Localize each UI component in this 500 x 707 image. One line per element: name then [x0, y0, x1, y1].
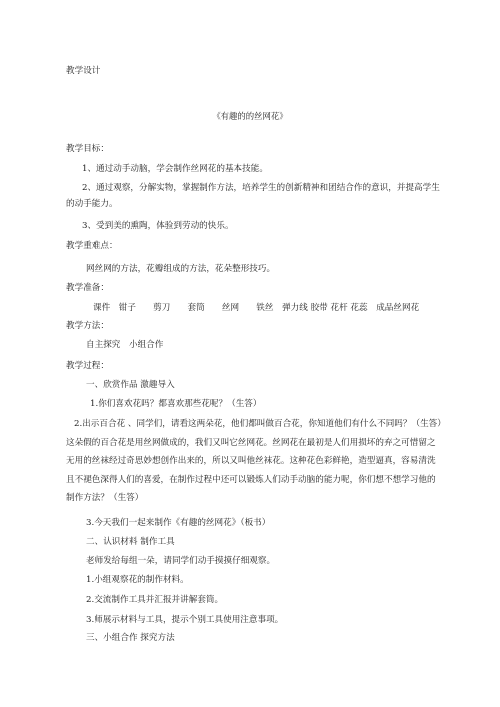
goal-2: 2、通过观察，分解实物，掌握制作方法，培养学生的创新精神和团结合作的意识，并提高学生的动手能力。: [66, 183, 440, 209]
section-2-heading: 二、认识材料 制作工具: [86, 537, 175, 547]
section-2-item-2: 2.交流制作工具并汇报并讲解套筒。: [86, 595, 224, 605]
doc-header: 教学设计: [66, 66, 101, 76]
section-3-heading: 三、小组合作 探究方法: [86, 633, 175, 643]
process-heading: 教学过程：: [66, 361, 109, 371]
section-1-item-3: 3.今天我们一起来制作《有趣的丝网花》（板书）: [86, 518, 271, 528]
goals-heading: 教学目标：: [66, 144, 109, 154]
key-points-heading: 教学重难点：: [66, 241, 118, 251]
section-1-item-1: 1.你们喜欢花吗？都喜欢那些花呢？（生答）: [90, 399, 262, 409]
doc-title: 《有趣的的丝网花》: [212, 111, 288, 121]
goal-3: 3、受到美的熏陶，体验到劳动的快乐。: [82, 221, 234, 231]
goal-1: 1、通过动手动脑，学会制作丝网花的基本技能。: [82, 164, 268, 174]
section-2-item-1: 1.小组观察花的制作材料。: [86, 575, 189, 585]
method-text: 自主探究 小组合作: [86, 340, 164, 350]
section-2-intro: 老师发给每组一朵，请同学们动手摸摸仔细观察。: [86, 556, 276, 566]
preparation-text: 课件 钳子 剪刀 套筒 丝网 铁丝 弹力线 胶带 花杆 花蕊 成品丝网花: [93, 303, 420, 313]
preparation-heading: 教学准备：: [66, 283, 109, 293]
section-2-item-3: 3.师展示材料与工具，提示个别工具使用注意事项。: [86, 615, 284, 625]
method-heading: 教学方法：: [66, 321, 109, 331]
section-1-item-2: 2.出示百合花 、同学们，请看这两朵花，他们都叫做百合花，你知道他们有什么不同吗？（生答）这朵假的百合花是用丝网做成的，我们又叫它丝网花。丝网花在最初是人们用损坏的弃之可惜留之无用的丝袜经过奇思妙想创作出来的，所以又叫他丝袜花。这种花色彩鲜艳，造型逼真，容易清洗且不褪色深得人们的喜爱，在制作过程中还可以锻炼人们动手动脑的能力呢，你们想不想学习他的制作方法？（生答）: [66, 419, 442, 504]
section-1-heading: 一、欣赏作品 激趣导入: [86, 380, 175, 390]
key-points-text: 网丝网的方法，花瓣组成的方法，花朵整形技巧。: [86, 264, 276, 274]
